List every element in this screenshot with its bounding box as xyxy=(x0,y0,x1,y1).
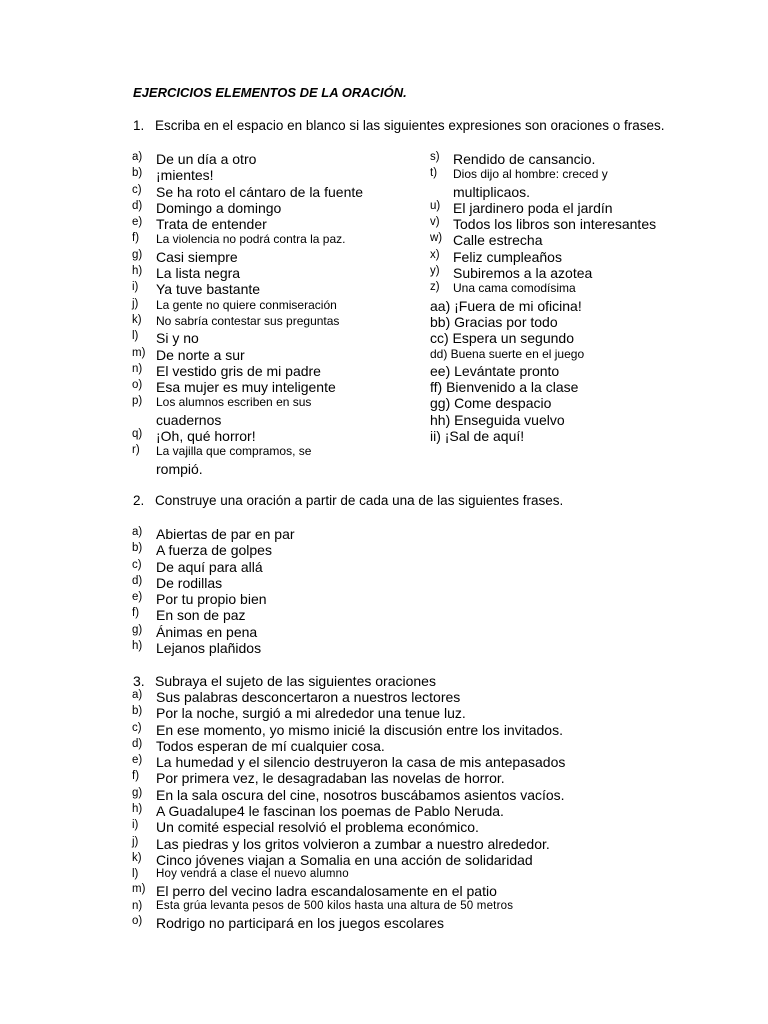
item-label: q) xyxy=(132,428,143,441)
section-3-list xyxy=(132,689,565,931)
list-item xyxy=(132,167,412,183)
item-label: k) xyxy=(132,313,142,326)
list-item xyxy=(430,298,670,314)
list-item xyxy=(132,900,565,915)
list-item xyxy=(430,395,670,411)
item-text: Un comité especial resolvió el problema económico. xyxy=(156,819,479,836)
item-text: Se ha roto el cántaro de la fuente xyxy=(156,183,364,200)
list-item xyxy=(430,412,670,428)
item-label: w) xyxy=(430,232,443,245)
item-text: ii) ¡Sal de aquí! xyxy=(430,428,525,445)
item-text: Sus palabras desconcertaron a nuestros lectores xyxy=(156,689,461,705)
item-text: Si y no xyxy=(156,330,199,347)
item-text: Feliz cumpleaños xyxy=(453,248,562,265)
item-text: Ya tuve bastante xyxy=(156,281,261,298)
list-item xyxy=(132,738,565,754)
item-label: b) xyxy=(132,167,143,180)
item-text: Esta grúa levanta pesos de 500 kilos hasta una altura de 50 metros xyxy=(156,899,514,912)
list-item xyxy=(132,883,565,899)
item-text: Trata de entender xyxy=(156,216,267,233)
item-label: x) xyxy=(430,248,440,261)
list-item xyxy=(430,428,670,444)
item-text: Lejanos plañidos xyxy=(156,640,262,657)
item-text: El jardinero poda el jardín xyxy=(453,199,613,216)
item-text: Esa mujer es muy inteligente xyxy=(156,379,336,396)
item-label: c) xyxy=(132,721,142,734)
section-1-right-list xyxy=(430,151,670,444)
item-label: f) xyxy=(132,232,140,245)
item-label: o) xyxy=(132,379,143,392)
item-label: m) xyxy=(132,883,146,896)
item-text: De rodillas xyxy=(156,574,223,591)
item-label: j) xyxy=(132,297,139,310)
list-item xyxy=(132,836,565,852)
list-item xyxy=(132,868,565,883)
list-item xyxy=(132,819,565,835)
list-item xyxy=(430,379,670,395)
list-item xyxy=(132,559,295,575)
item-label: c) xyxy=(132,558,142,571)
item-text: ff) Bienvenido a la clase xyxy=(430,379,579,396)
list-item xyxy=(132,379,412,395)
item-text: En son de paz xyxy=(156,607,246,624)
item-label: e) xyxy=(132,754,143,767)
page-title: EJERCICIOS ELEMENTOS DE LA ORACIÓN. xyxy=(133,85,407,100)
item-text: La lista negra xyxy=(156,265,241,282)
list-item xyxy=(132,803,565,819)
item-label: o) xyxy=(132,914,143,927)
list-item xyxy=(132,852,565,868)
item-text: Por primera vez, le desagradaban las novelas de horror. xyxy=(156,770,505,787)
item-label: z) xyxy=(430,281,440,294)
item-label: r) xyxy=(132,444,140,457)
item-text: No sabría contestar sus preguntas xyxy=(156,313,340,328)
item-text: En ese momento, yo mismo inicié la discusión entre los invitados. xyxy=(156,721,563,738)
item-label: p) xyxy=(132,395,143,408)
list-item xyxy=(132,722,565,738)
item-text: ¡Oh, qué horror! xyxy=(156,428,256,445)
item-text: En la sala oscura del cine, nosotros buscábamos asientos vacíos. xyxy=(156,786,565,803)
item-text: Domingo a domingo xyxy=(156,199,282,216)
list-item xyxy=(430,232,670,248)
item-text: Ánimas en pena xyxy=(156,623,258,640)
list-item xyxy=(132,640,295,656)
item-label: f) xyxy=(132,607,140,620)
item-text: A Guadalupe4 le fascinan los poemas de Pablo Neruda. xyxy=(156,803,504,820)
item-text: Rodrigo no participará en los juegos escolares xyxy=(156,914,444,931)
list-item xyxy=(132,363,412,379)
list-item xyxy=(430,216,670,232)
item-label: a) xyxy=(132,689,143,701)
item-label: u) xyxy=(430,199,441,212)
section-3-instruction: Subraya el sujeto de las siguientes oraciones xyxy=(155,673,436,689)
list-item xyxy=(132,915,565,931)
item-text: Las piedras y los gritos volvieron a zumbar a nuestro alrededor. xyxy=(156,835,550,852)
section-2-instruction: Construye una oración a partir de cada una de las siguientes frases. xyxy=(155,493,564,508)
item-text: Cinco jóvenes viajan a Somalia en una acción de solidaridad xyxy=(156,851,533,868)
item-label: e) xyxy=(132,216,143,229)
list-item xyxy=(132,395,412,428)
list-item xyxy=(430,200,670,216)
item-text: Por la noche, surgió a mi alrededor una tenue luz. xyxy=(156,705,466,722)
item-text: gg) Come despacio xyxy=(430,395,552,412)
list-item xyxy=(132,184,412,200)
list-item xyxy=(132,444,412,477)
list-item xyxy=(132,705,565,721)
item-text: Subiremos a la azotea xyxy=(453,265,593,282)
list-item xyxy=(132,575,295,591)
list-item xyxy=(430,249,670,265)
list-item xyxy=(430,167,670,200)
item-text: Todos esperan de mí cualquier cosa. xyxy=(156,737,385,754)
item-text: bb) Gracias por todo xyxy=(430,313,558,330)
list-item xyxy=(132,265,412,281)
item-text: Abiertas de par en par xyxy=(156,526,295,542)
item-text: cc) Espera un segundo xyxy=(430,330,574,347)
item-label: a) xyxy=(132,151,143,163)
item-text-continued: cuadernos xyxy=(156,411,222,428)
item-text: La gente no quiere conmiseración xyxy=(156,297,337,312)
item-text: La violencia no podrá contra la paz. xyxy=(156,232,346,247)
item-label: e) xyxy=(132,591,143,604)
item-label: s) xyxy=(430,151,440,163)
item-text: El vestido gris de mi padre xyxy=(156,362,321,379)
list-item xyxy=(430,281,670,297)
list-item xyxy=(132,314,412,330)
item-label: j) xyxy=(132,835,139,848)
item-label: a) xyxy=(132,526,143,538)
item-label: m) xyxy=(132,346,146,359)
item-label: b) xyxy=(132,705,143,718)
item-text: Dios dijo al hombre: creced y xyxy=(453,167,608,182)
item-text: aa) ¡Fuera de mi oficina! xyxy=(430,297,582,314)
list-item xyxy=(132,689,565,705)
item-text: De un día a otro xyxy=(156,151,257,167)
section-1-number: 1. xyxy=(133,118,145,133)
item-text: ¡mientes! xyxy=(156,167,214,184)
item-text: De aquí para allá xyxy=(156,558,263,575)
item-label: k) xyxy=(132,851,142,864)
item-text: Hoy vendrá a clase el nuevo alumno xyxy=(156,868,349,881)
item-text: Calle estrecha xyxy=(453,232,543,249)
item-text: El perro del vecino ladra escandalosamente en el patio xyxy=(156,883,497,900)
list-item xyxy=(132,298,412,314)
section-3-number: 3. xyxy=(133,673,145,689)
item-label: d) xyxy=(132,737,143,750)
list-item xyxy=(132,754,565,770)
item-text: Por tu propio bien xyxy=(156,591,267,608)
item-text: Rendido de cansancio. xyxy=(453,151,596,167)
list-item xyxy=(430,347,670,363)
item-label: h) xyxy=(132,640,143,653)
item-text: Una cama comodísima xyxy=(453,281,576,296)
section-2-number: 2. xyxy=(133,493,145,508)
item-label: i) xyxy=(132,819,139,832)
item-label: b) xyxy=(132,542,143,555)
item-label: d) xyxy=(132,199,143,212)
list-item xyxy=(430,314,670,330)
item-label: l) xyxy=(132,868,139,881)
list-item xyxy=(132,347,412,363)
item-label: l) xyxy=(132,330,139,343)
item-label: h) xyxy=(132,803,143,816)
list-item xyxy=(132,787,565,803)
list-item xyxy=(132,607,295,623)
item-text-continued: multiplicaos. xyxy=(453,183,531,200)
item-text: Los alumnos escriben en sus xyxy=(156,395,312,410)
list-item xyxy=(132,151,412,167)
item-text: hh) Enseguida vuelvo xyxy=(430,411,565,428)
item-text: Todos los libros son interesantes xyxy=(453,216,657,233)
list-item xyxy=(430,265,670,281)
list-item xyxy=(430,151,670,167)
item-text: dd) Buena suerte en el juego xyxy=(430,346,585,361)
list-item xyxy=(132,249,412,265)
item-label: g) xyxy=(132,248,143,261)
item-label: v) xyxy=(430,216,440,229)
list-item xyxy=(132,330,412,346)
item-text-continued: rompió. xyxy=(156,460,203,477)
section-1-instruction: Escriba en el espacio en blanco si las siguientes expresiones son oraciones o frases. xyxy=(155,118,665,133)
list-item xyxy=(132,428,412,444)
item-label: y) xyxy=(430,265,440,278)
item-label: t) xyxy=(430,167,438,180)
list-item xyxy=(132,591,295,607)
section-1-left-list xyxy=(132,151,412,477)
item-text: De norte a sur xyxy=(156,346,245,363)
item-label: g) xyxy=(132,786,143,799)
item-label: h) xyxy=(132,265,143,278)
item-label: n) xyxy=(132,362,143,375)
list-item xyxy=(132,770,565,786)
list-item xyxy=(132,232,412,248)
item-label: g) xyxy=(132,623,143,636)
item-label: d) xyxy=(132,574,143,587)
item-text: A fuerza de golpes xyxy=(156,542,272,559)
item-text: Casi siempre xyxy=(156,248,238,265)
list-item xyxy=(132,281,412,297)
item-text: La vajilla que compramos, se xyxy=(156,444,312,459)
list-item xyxy=(132,216,412,232)
list-item xyxy=(430,363,670,379)
item-label: i) xyxy=(132,281,139,294)
list-item xyxy=(430,330,670,346)
item-text: La humedad y el silencio destruyeron la casa de mis antepasados xyxy=(156,754,566,771)
list-item xyxy=(132,542,295,558)
list-item xyxy=(132,624,295,640)
item-label: n) xyxy=(132,899,143,912)
section-2-list xyxy=(132,526,295,656)
item-label: c) xyxy=(132,183,142,196)
list-item xyxy=(132,526,295,542)
item-label: f) xyxy=(132,770,140,783)
item-text: ee) Levántate pronto xyxy=(430,362,560,379)
list-item xyxy=(132,200,412,216)
